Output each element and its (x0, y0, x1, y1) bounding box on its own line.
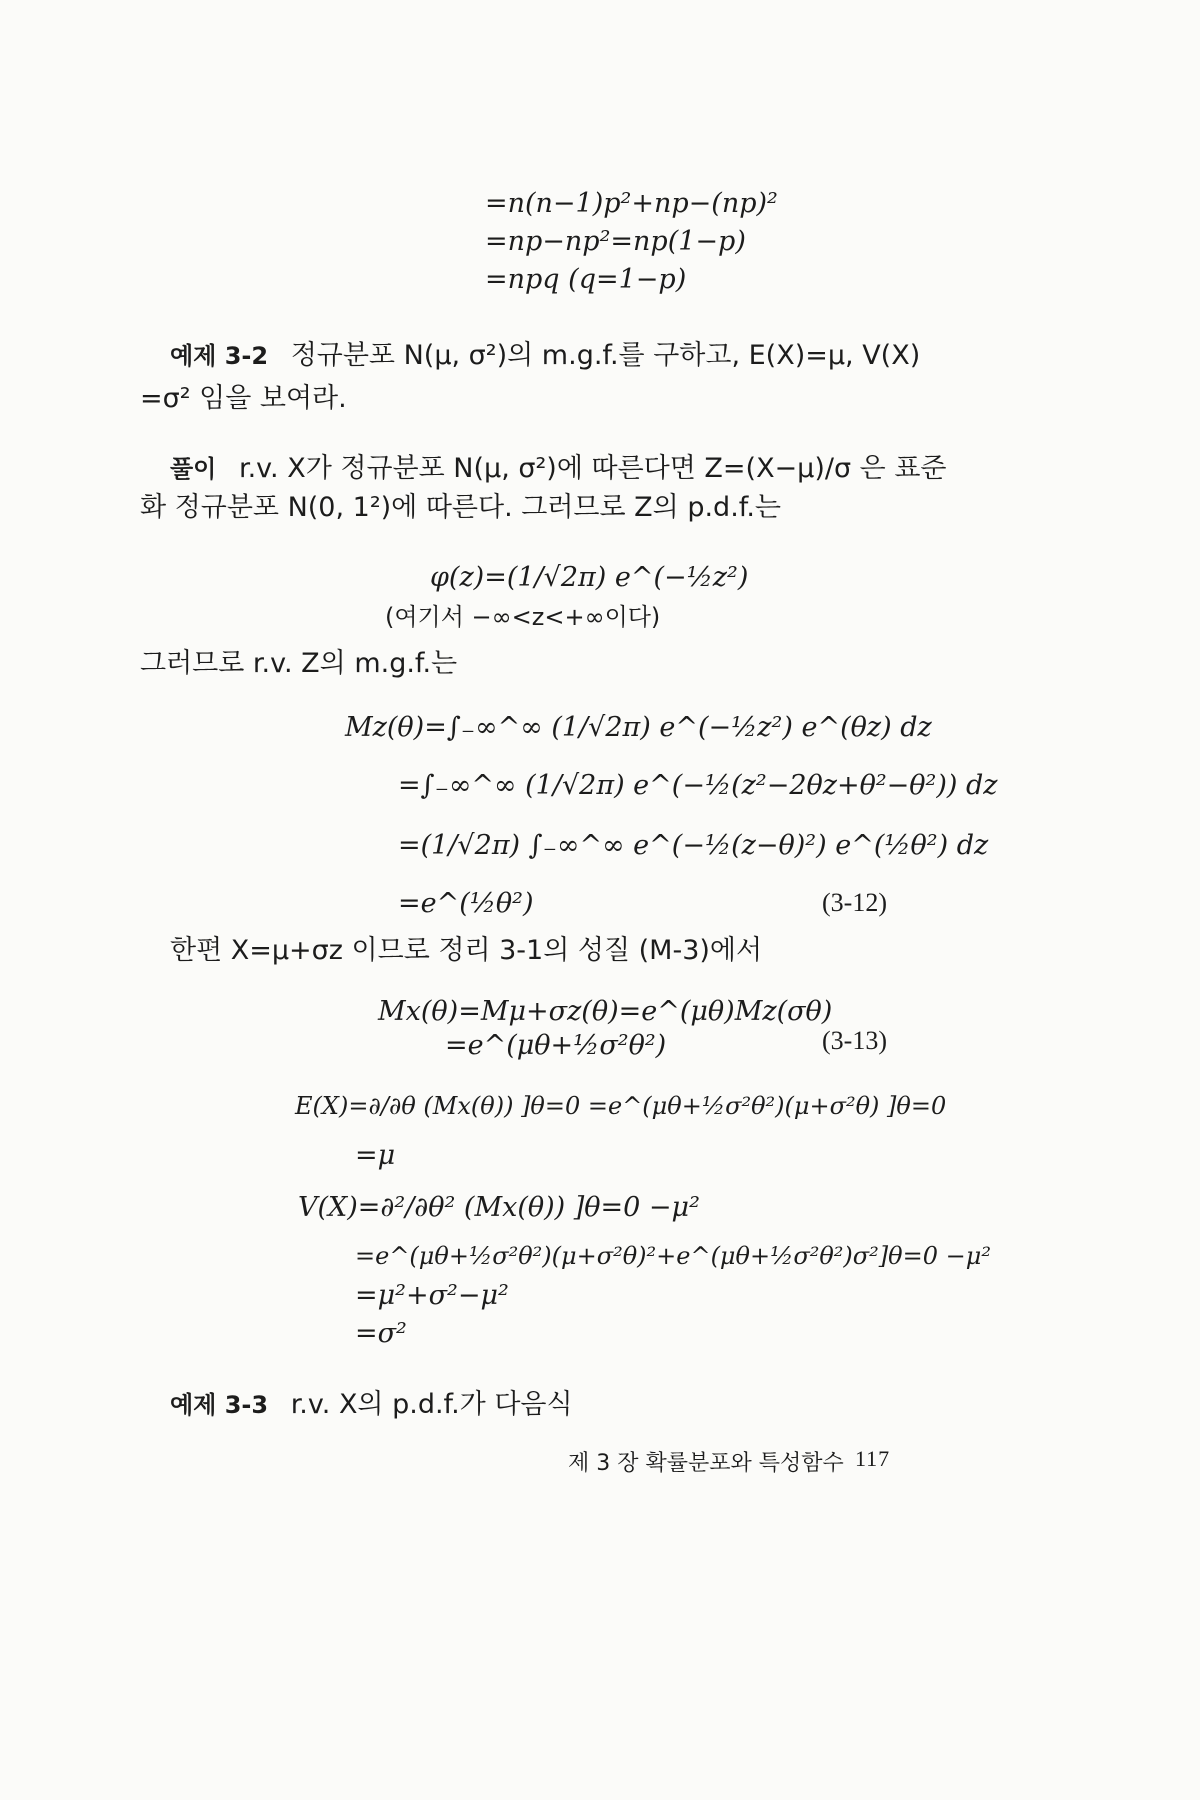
solution-text1: r.v. X가 정규분포 N(μ, σ²)에 따른다면 Z=(X−μ)/σ 은 표준 (238, 453, 947, 484)
solution-line2: 화 정규분포 N(0, 1²)에 따른다. 그러므로 Z의 p.d.f.는 (140, 492, 781, 523)
mgf-line-2: =∫₋∞^∞ (1/√2π) e^(−½(z²−2θz+θ²−θ²)) dz (398, 770, 998, 801)
vx-line-4: =σ² (355, 1318, 407, 1349)
example-3-2-label: 예제 3-2 (170, 342, 269, 370)
page-number: 117 (855, 1446, 891, 1471)
example-3-2-line1 (170, 340, 920, 372)
example-3-3-line (170, 1389, 573, 1421)
pdf-range: (여기서 −∞<z<+∞이다) (385, 603, 661, 631)
top-equation-3: =npq (q=1−p) (485, 264, 687, 295)
since-line: 한편 X=μ+σz 이므로 정리 3-1의 성질 (M-3)에서 (170, 935, 763, 966)
top-equation-1: =n(n−1)p²+np−(np)² (485, 188, 778, 219)
mgf-line-1: Mz(θ)=∫₋∞^∞ (1/√2π) e^(−½z²) e^(θz) dz (345, 712, 932, 743)
mx-line-1: Mx(θ)=Mμ+σz(θ)=e^(μθ)Mz(σθ) (378, 996, 833, 1027)
vx-line-3: =μ²+σ²−μ² (355, 1280, 509, 1311)
example-3-3-label: 예제 3-3 (170, 1391, 269, 1419)
mgf-line-4: =e^(½θ²) (398, 888, 534, 919)
footer-chapter: 제 3 장 확률분포와 특성함수 (568, 1451, 844, 1476)
mx-line-2: =e^(μθ+½σ²θ²) (445, 1030, 667, 1061)
example-3-2-line2: =σ² 임을 보여라. (140, 383, 347, 414)
mgf-line-3: =(1/√2π) ∫₋∞^∞ e^(−½(z−θ)²) e^(½θ²) dz (398, 830, 989, 861)
vx-line-1: V(X)=∂²/∂θ² (Mx(θ)) ]θ=0 −μ² (298, 1192, 700, 1223)
pdf-equation: φ(z)=(1/√2π) e^(−½z²) (430, 562, 749, 593)
solution-line1 (170, 453, 947, 485)
ex-line-1: E(X)=∂/∂θ (Mx(θ)) ]θ=0 =e^(μθ+½σ²θ²)(μ+σ²θ) ]θ=0 (295, 1092, 947, 1120)
vx-line-2: =e^(μθ+½σ²θ²)(μ+σ²θ)²+e^(μθ+½σ²θ²)σ²]θ=0 −μ² (355, 1242, 991, 1270)
example-3-3-text: r.v. X의 p.d.f.가 다음식 (290, 1389, 573, 1420)
top-equation-2: =np−np²=np(1−p) (485, 226, 746, 257)
ex-line-2: =μ (355, 1140, 396, 1171)
example-3-2-text1: 정규분포 N(μ, σ²)의 m.g.f.를 구하고, E(X)=μ, V(X) (290, 340, 921, 371)
equation-number-3-13: (3-13) (822, 1026, 887, 1055)
solution-label: 풀이 (170, 455, 217, 483)
mgf-intro: 그러므로 r.v. Z의 m.g.f.는 (140, 648, 458, 679)
equation-number-3-12: (3-12) (822, 888, 887, 917)
